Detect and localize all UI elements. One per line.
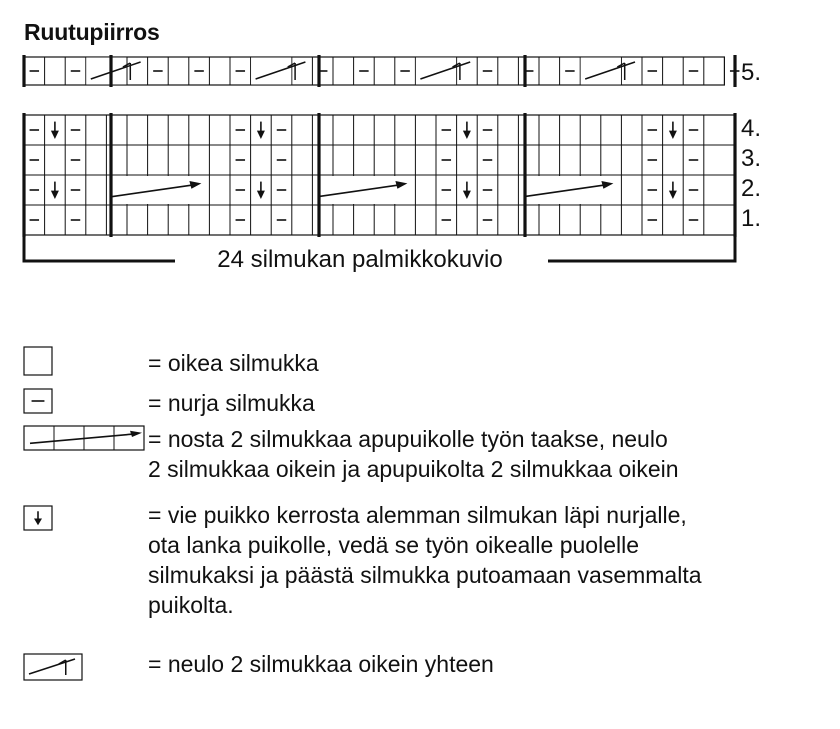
legend-text-knit xyxy=(148,348,319,378)
drop-stitch-arrowhead xyxy=(463,191,471,199)
drop-stitch-arrowhead xyxy=(51,191,59,199)
pattern-repeat-label: 24 silmukan palmikkokuvio xyxy=(180,246,540,274)
legend-line: 2 silmukkaa oikein ja apupuikolta 2 silmukkaa oikein xyxy=(148,456,679,482)
legend-text-purl xyxy=(148,388,315,418)
legend-symbols xyxy=(24,347,144,680)
repeat-bracket-left xyxy=(24,235,175,261)
drop-stitch-arrowhead xyxy=(463,131,471,139)
drop-stitch-arrowhead xyxy=(257,131,265,139)
k2tog-cell xyxy=(251,58,291,85)
repeat-bracket-right xyxy=(548,235,735,261)
legend-text-k2tog xyxy=(148,649,494,679)
drop-stitch-arrowhead xyxy=(51,131,59,139)
k2tog-cell xyxy=(581,58,621,85)
legend-line: = neulo 2 silmukkaa oikein yhteen xyxy=(148,651,494,677)
row-number-2: 2. xyxy=(741,175,762,202)
legend-k2tog-box xyxy=(24,654,82,680)
legend-line: = nosta 2 silmukkaa apupuikolle työn taakse, neulo xyxy=(148,426,668,452)
legend-line: = oikea silmukka xyxy=(148,350,319,376)
drop-stitch-arrowhead xyxy=(669,191,677,199)
drop-stitch-arrowhead xyxy=(669,131,677,139)
chart-grid xyxy=(24,55,739,261)
legend-line: ota lanka puikolle, vedä se työn oikealle puolelle xyxy=(148,532,639,558)
legend-line: puikolta. xyxy=(148,592,234,618)
k2tog-cell xyxy=(86,58,126,85)
row-number-1: 1. xyxy=(741,205,762,232)
row-number-3: 3. xyxy=(741,145,762,172)
legend-line: = vie puikko kerrosta alemman silmukan läpi nurjalle, xyxy=(148,502,687,528)
legend-knit-box xyxy=(24,347,52,375)
drop-stitch-arrowhead xyxy=(257,191,265,199)
chart-title: Ruutupiirros xyxy=(24,19,160,45)
legend-text-cable xyxy=(148,424,679,484)
row-number-5: 5. xyxy=(741,59,762,86)
legend-line: = nurja silmukka xyxy=(148,390,315,416)
row-number-4: 4. xyxy=(741,115,762,142)
k2tog-cell xyxy=(416,58,456,85)
legend-line: silmukaksi ja päästä silmukka putoamaan vasemmalta xyxy=(148,562,702,588)
legend-text-drop xyxy=(148,500,702,620)
